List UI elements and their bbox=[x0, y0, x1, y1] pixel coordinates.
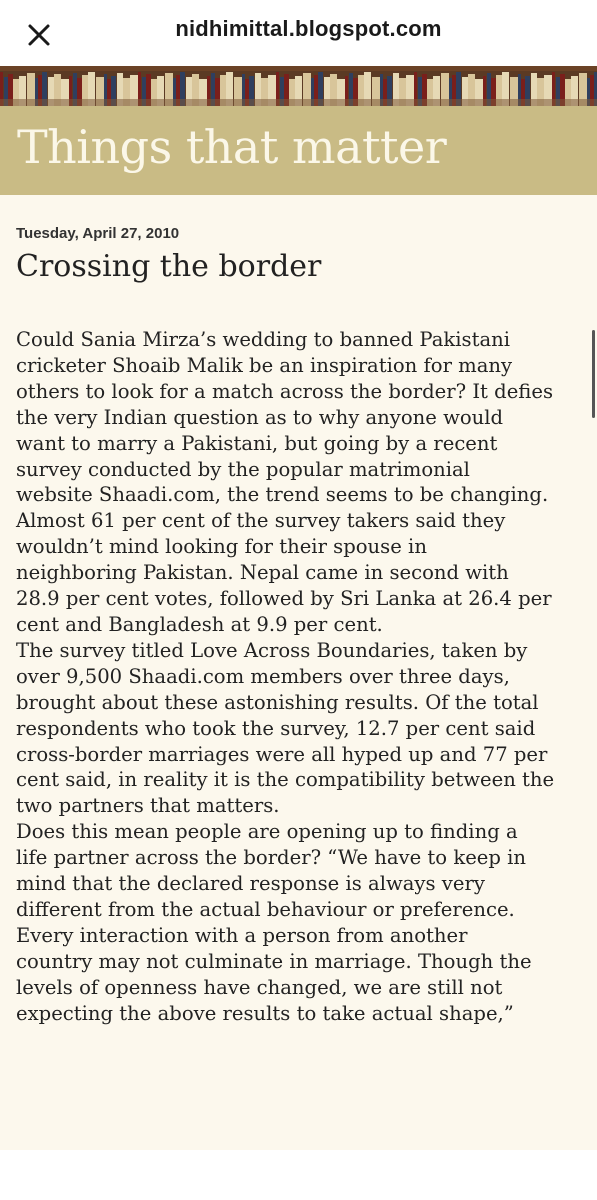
post-date: Tuesday, April 27, 2010 bbox=[16, 225, 180, 242]
post-title[interactable]: Crossing the border bbox=[16, 249, 322, 284]
post-content-area bbox=[0, 195, 597, 1150]
post-body bbox=[16, 327, 586, 1026]
post-body-line: respondents who took the survey, 12.7 per cent said bbox=[16, 716, 536, 740]
post-body-line: website Shaadi.com, the trend seems to be changing. bbox=[16, 483, 549, 507]
post-body-line: The survey titled Love Across Boundaries, taken by bbox=[16, 638, 528, 662]
post-body-line: wouldn’t mind looking for their spouse in bbox=[16, 535, 427, 559]
bookshelf-header-image bbox=[0, 66, 597, 106]
post-body-line: mind that the declared response is always very bbox=[16, 872, 485, 896]
post-body-line: want to marry a Pakistani, but going by a recent bbox=[16, 431, 498, 455]
post-body-line: levels of openness have changed, we are still not bbox=[16, 975, 503, 999]
post-body-line: two partners that matters. bbox=[16, 794, 280, 818]
post-body-line: Every interaction with a person from another bbox=[16, 923, 468, 947]
post-body-line: 28.9 per cent votes, followed by Sri Lanka at 26.4 per bbox=[16, 587, 552, 611]
url-label[interactable]: nidhimittal.blogspot.com bbox=[175, 16, 442, 41]
post-body-line: others to look for a match across the border? It defies bbox=[16, 379, 554, 403]
post-body-line: cross-border marriages were all hyped up and 77 per bbox=[16, 742, 548, 766]
post-body-line: Could Sania Mirza’s wedding to banned Pakistani bbox=[16, 328, 511, 351]
post-body-line: over 9,500 Shaadi.com members over three days, bbox=[16, 664, 510, 688]
post-body-line: cent said, in reality it is the compatibility between the bbox=[16, 768, 555, 792]
blog-title[interactable]: Things that matter bbox=[17, 120, 447, 174]
post-body-line: the very Indian question as to why anyone would bbox=[16, 405, 504, 429]
blog-header-banner bbox=[0, 106, 597, 195]
post-body-line: Almost 61 per cent of the survey takers said they bbox=[16, 509, 506, 533]
post-body-line: different from the actual behaviour or preference. bbox=[16, 897, 515, 921]
post-body-line: cricketer Shoaib Malik be an inspiration for many bbox=[16, 353, 513, 377]
post-body-line: country may not culminate in marriage. Though the bbox=[16, 949, 532, 973]
browser-top-bar bbox=[0, 0, 597, 66]
scrollbar[interactable] bbox=[592, 330, 595, 418]
post-body-line: brought about these astonishing results. Of the total bbox=[16, 690, 539, 714]
post-body-line: Does this mean people are opening up to finding a bbox=[16, 820, 518, 844]
post-body-line: life partner across the border? “We have to keep in bbox=[16, 846, 527, 870]
post-body-line: survey conducted by the popular matrimonial bbox=[16, 457, 470, 481]
post-body-line: neighboring Pakistan. Nepal came in second with bbox=[16, 561, 509, 585]
bottom-blank-area bbox=[0, 1150, 597, 1200]
post-body-line: expecting the above results to take actual shape,” bbox=[16, 1001, 514, 1025]
close-icon[interactable] bbox=[22, 18, 56, 52]
post-body-line: cent and Bangladesh at 9.9 per cent. bbox=[16, 612, 383, 636]
